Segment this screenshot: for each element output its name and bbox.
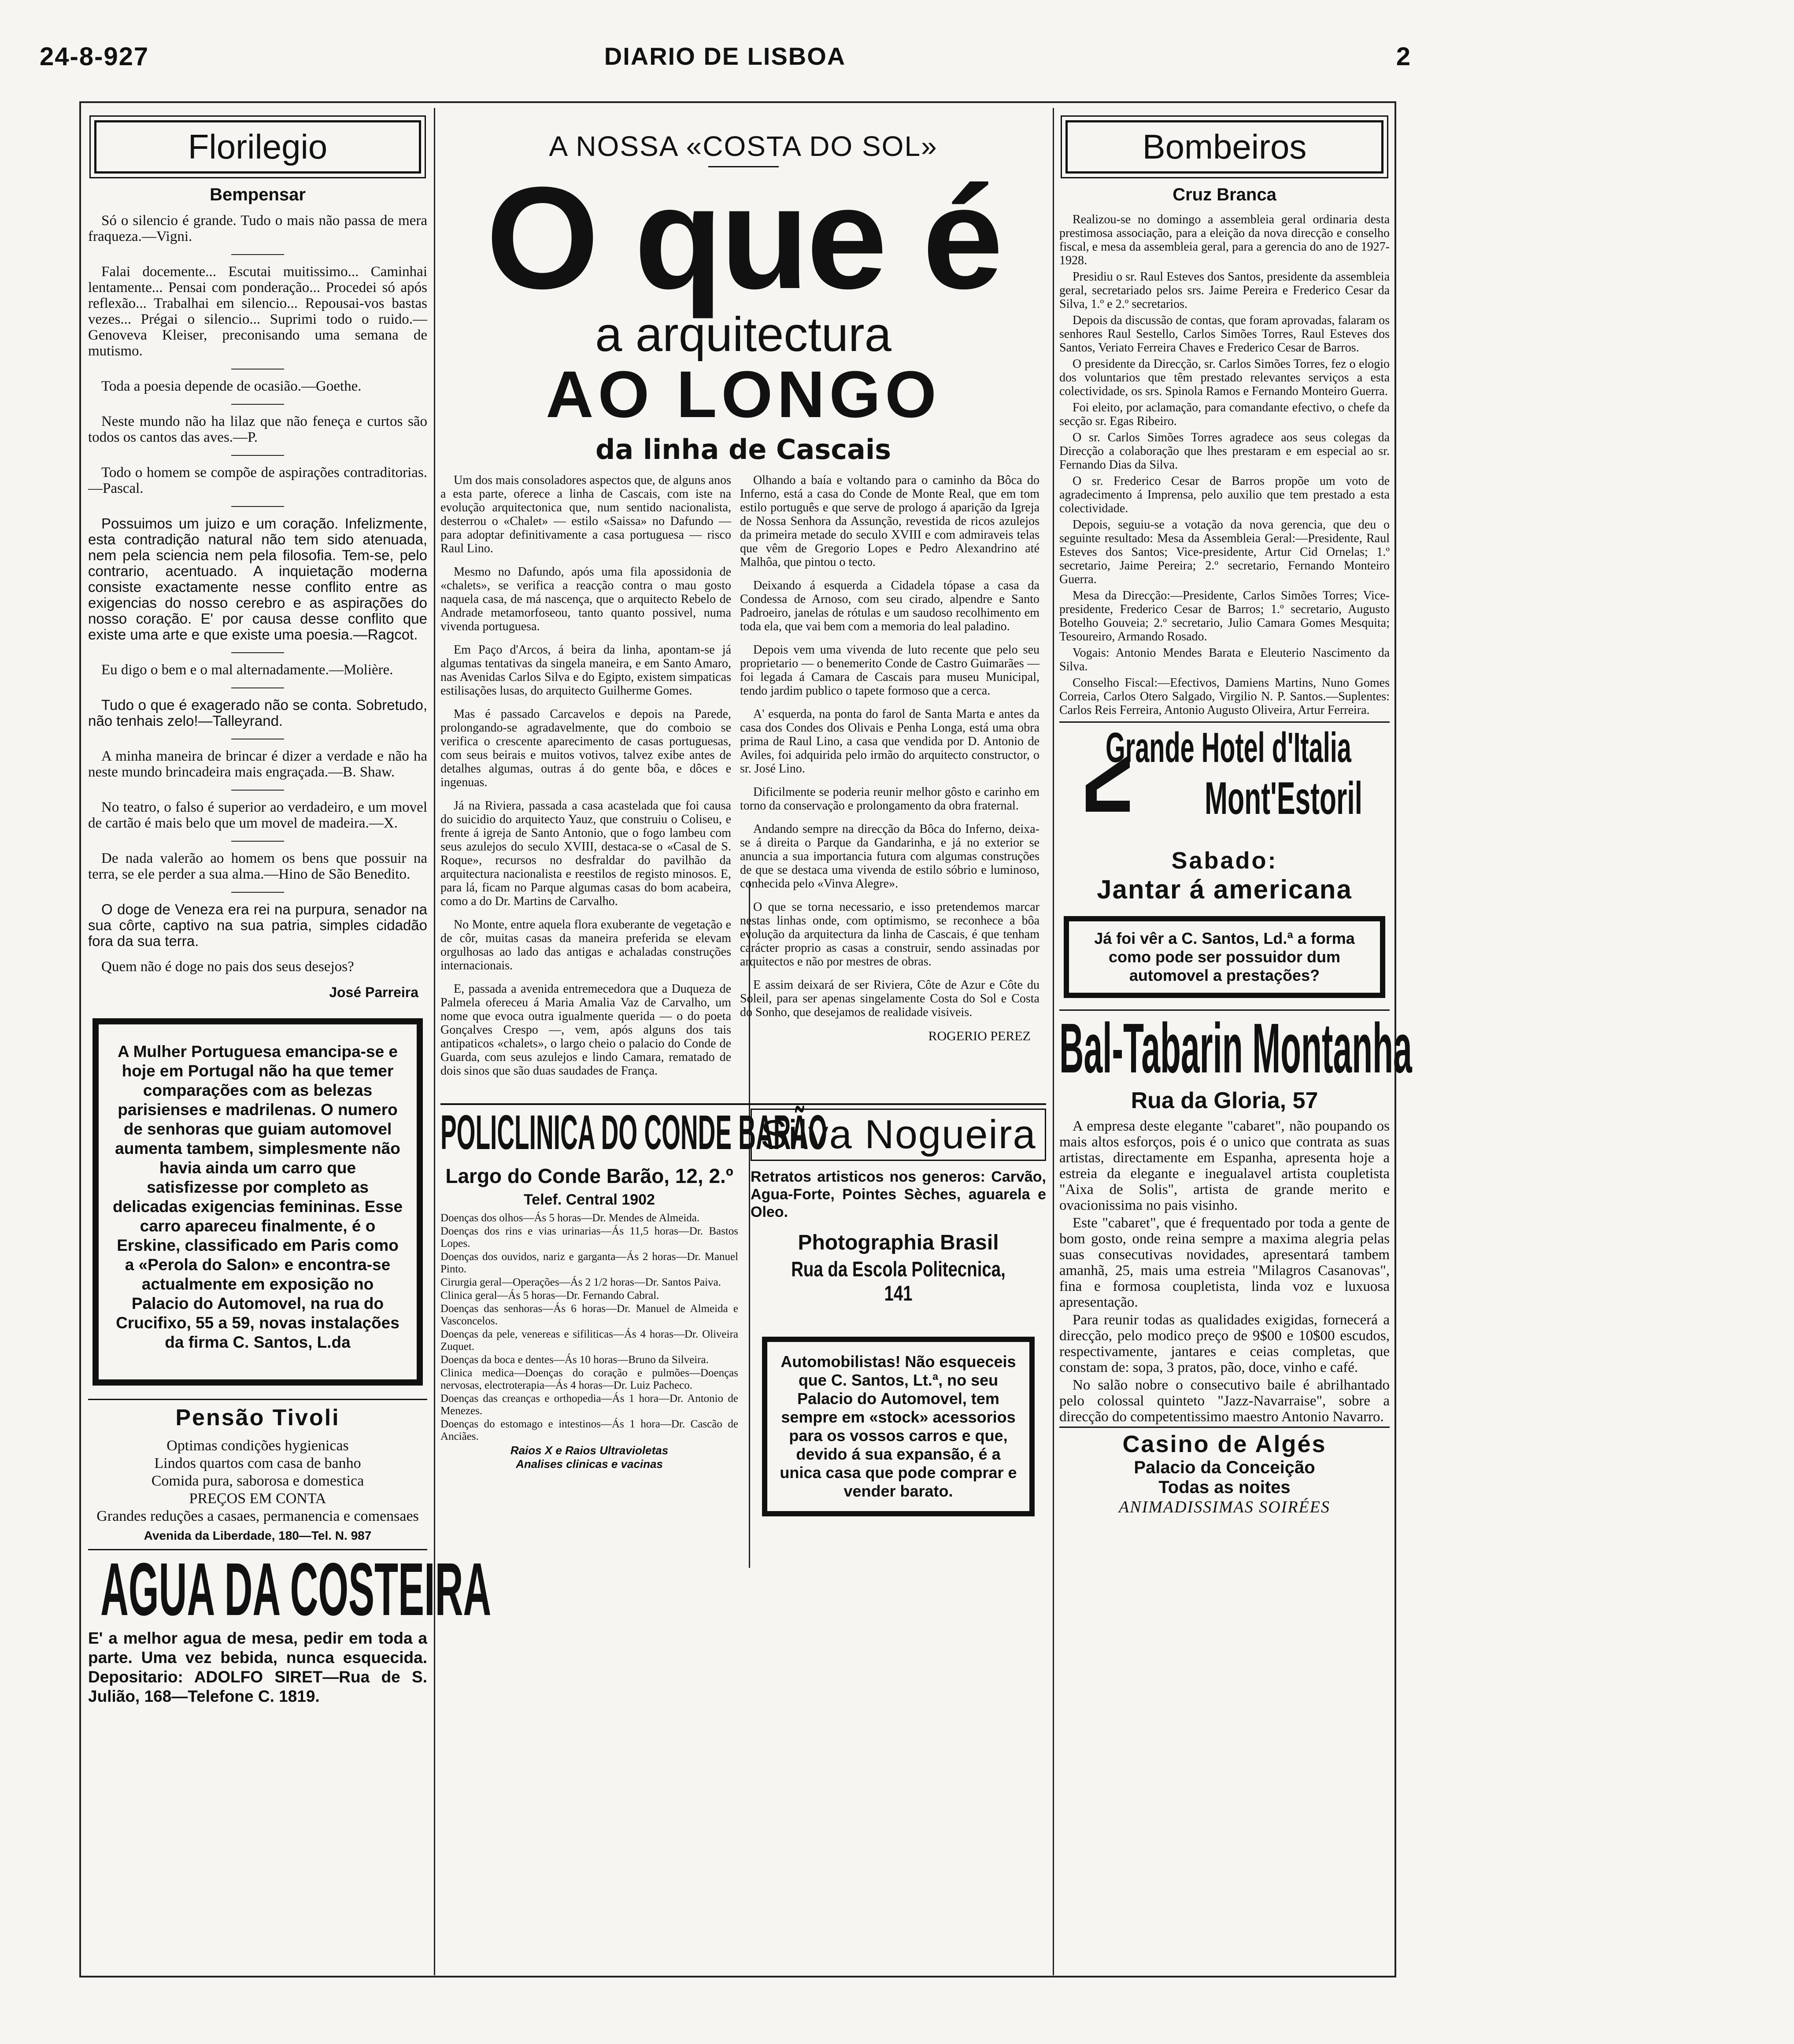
separator bbox=[231, 506, 284, 507]
hotel-ad bbox=[1059, 724, 1390, 860]
separator bbox=[231, 455, 284, 456]
erskine-ad-text: A Mulher Portuguesa emancipa-se e hoje em Portugal não ha que temer comparações com as belezas parisienses e madrilenas. O numero de senhoras que guiam automovel aumenta tambem, simplesmente não havia ainda um carro que satisfizesse por completo as delicadas exigencias femininas. Esse carro apareceu finalmente, é o Erskine, classificado em Paris como a «Perola do Salon» e encontra-se actualmente em exposição no Palacio do Automovel, na rua do Crucifixo, 55 a 59, novas instalações da firma C. Santos, L.da bbox=[112, 1042, 403, 1351]
quote: Todo o homem se compõe de aspirações contraditorias.—Pascal. bbox=[88, 465, 427, 496]
article-line4: da linha de Cascais bbox=[595, 433, 891, 466]
article-headline: O que é bbox=[486, 156, 1001, 319]
column-rule bbox=[434, 108, 435, 1975]
pensao-title: Pensão Tivoli bbox=[175, 1405, 340, 1430]
pensao-line: PREÇOS EM CONTA bbox=[189, 1490, 326, 1507]
casino-ad bbox=[1059, 1430, 1390, 1517]
bombeiros-para: O presidente da Direcção, sr. Carlos Simões Torres, fez o elogio dos voluntarios que têm prestado relevantes serviços a esta colectividade, os srs. Spinola Ramos e Fernando Monteiro Guerra. bbox=[1059, 357, 1390, 398]
bombeiros-para: Depois, seguiu-se a votação da nova gerencia, que deu o seguinte resultado: Mesa da Assembleia Geral:—Presidente, Raul Esteves dos Santos; Vice-presidente, Artur Cid Ornelas; 1.º secretario, Jaime Pereira; 2.º secretario, Fernando Monteiro Guerra. bbox=[1059, 518, 1390, 586]
bombeiros-para: Conselho Fiscal:—Efectivos, Damiens Martins, Nuno Gomes Correia, Carlos Otero Salgado, Virgilio N. P. Santos.—Suplentes: Carlos Reis Ferreira, Antonio Augusto Oliveira, Artur Ferreira. bbox=[1059, 676, 1390, 717]
quote: Toda a poesia depende de ocasião.—Goethe. bbox=[101, 378, 362, 394]
bombeiros-para: O sr. Frederico Cesar de Barros propõe um voto de agradecimento á Imprensa, pelo auxilio que tem prestado a esta colectividade. bbox=[1059, 474, 1390, 515]
policlinica-item: Raios X e Raios Ultravioletas bbox=[510, 1444, 669, 1457]
quote: A minha maneira de brincar é dizer a verdade e não ha neste mundo brincadeira mais engraçada.—B. Shaw. bbox=[88, 748, 427, 780]
article-para: A' esquerda, na ponta do farol de Santa Marta e antes da casa dos Condes dos Olivais e Penha Longa, está uma obra prima de Raul Lino, a casa que vendida por D. Antonio de Aviles, foi adquirida pelo irmão do arquitecto constructor, o sr. José Lino. bbox=[740, 707, 1039, 776]
policlinica-item: Doenças dos rins e vias urinarias—Ás 11,5 horas—Dr. Bastos Lopes. bbox=[440, 1225, 738, 1249]
newspaper-title: DIARIO DE LISBOA bbox=[604, 42, 846, 70]
article-para: No Monte, entre aquela flora exuberante de vegetação e de côr, muitas casas da maneira preferida se elevam orgulhosas ao lado das antigas e achaladas construções internacionais. bbox=[440, 918, 731, 972]
montanha-address: Rua da Gloria, 57 bbox=[1131, 1088, 1318, 1113]
quote: De nada valerão ao homem os bens que possuir na terra, se ele perder a sua alma.—Hino de São Benedito. bbox=[88, 850, 427, 882]
hotel-sub1: Sabado: bbox=[1171, 847, 1278, 874]
erskine-ad bbox=[92, 1018, 423, 1386]
policlinica-item: Doenças dos olhos—Ás 5 horas—Dr. Mendes de Almeida. bbox=[440, 1212, 700, 1224]
silva-address: Rua da Escola Politecnica, 141 bbox=[791, 1258, 1006, 1305]
policlinica-phone: Telef. Central 1902 bbox=[524, 1191, 655, 1208]
column-rule bbox=[1053, 108, 1054, 1975]
quote: Eu digo o bem e o mal alternadamente.—Molière. bbox=[101, 662, 393, 678]
page-number: 2 bbox=[1396, 42, 1410, 71]
policlinica-item: Doenças da pele, venereas e sifiliticas—Ás 4 horas—Dr. Oliveira Zuquet. bbox=[440, 1328, 738, 1353]
costeira-title: AGUA DA COSTEIRA bbox=[100, 1548, 492, 1631]
quote: Tudo o que é exagerado não se conta. Sobretudo, não tenhais zelo!—Talleyrand. bbox=[88, 697, 427, 729]
bombeiros-para: Foi eleito, por aclamação, para comandante efectivo, o chefe da secção sr. Egas Ribeiro. bbox=[1059, 401, 1390, 428]
quote: Só o silencio é grande. Tudo o mais não passa de mera fraqueza.—Vigni. bbox=[88, 213, 427, 244]
silva-ad bbox=[744, 1105, 1046, 1545]
lower-ads bbox=[440, 1105, 1046, 1545]
silva-text: Retratos artisticos nos generos: Carvão, Agua-Forte, Pointes Sèches, aguarela e Oleo. bbox=[751, 1168, 1046, 1220]
separator bbox=[231, 687, 284, 688]
quote: Quem não é doge no pais dos seus desejos? bbox=[101, 959, 354, 975]
bombeiros-para: Realizou-se no domingo a assembleia geral ordinaria desta prestimosa associação, para a eleição da nova direcção e conselho fiscal, e mesa da assembleia geral, para a gerencia do ano de 1927-1928. bbox=[1059, 213, 1390, 267]
left-column bbox=[88, 112, 492, 1716]
pensao-line: Optimas condições hygienicas bbox=[166, 1438, 349, 1454]
separator bbox=[231, 790, 284, 791]
quote: Falai docemente... Escutai muitissimo... Caminhai lentamente... Pensai com ponderação... Procedei só após reflexão... Trabalhai em silencio... Repousai-vos bastas vezes... Prégai o silencio... Suprimi todo o ruido.—Genoveva Kleiser, preconisando uma semana de mutismo. bbox=[88, 264, 427, 359]
quote: O doge de Veneza era rei na purpura, senador na sua côrte, captivo na sua patria, simples cidadão fora da sua terra. bbox=[88, 901, 427, 949]
bombeiros-para: Mesa da Direcção:—Presidente, Carlos Simões Torres; Vice-presidente, Frederico Cesar de Barros; 1.º secretario, Augusto Botelho Gouveia; 2.º secretario, Julio Camara Gomes Mesquita; Tesoureiro, Armando Rosado. bbox=[1059, 589, 1390, 643]
montanha-title: Bal-Tabarin Montanha bbox=[1059, 1009, 1412, 1087]
montanha-para: A empresa deste elegante "cabaret", não poupando os mais altos esforços, pois é o unico que contrata as suas artistas, directamente em Espanha, apresenta hoje a estreia da elegante e inegualavel artista coupletista "Aixa de Solis", artista de grande merito e ovacionissima no pais visinho. bbox=[1059, 1118, 1390, 1213]
article-author: ROGERIO PEREZ bbox=[928, 1029, 1031, 1043]
bombeiros-para: Vogais: Antonio Mendes Barata e Eleuterio Nascimento da Silva. bbox=[1059, 646, 1390, 673]
article-para: Deixando á esquerda a Cidadela tópase a casa da Condessa de Arnoso, com seu cirado, alpendre e Santo Padroeiro, janelas de rótulas e um saudoso recolhimento em toda ela, que vai bem com a memoria do leal paladino. bbox=[740, 579, 1039, 633]
article-para: Olhando a baía e voltando para o caminho da Bôca do Inferno, está a casa do Conde de Monte Real, que em tom estilo português e que serve de prologo á aparição da Igreja de Nossa Senhora da Assunção, revestida de ricos azulejos da primeira metade do seculo XVIII e com admiraveis telas que vêm de Gregorio Lopes e Pedro Alexandrino até Malhôa, que pintou o tecto. bbox=[740, 473, 1039, 569]
policlinica-item: Doenças dos ouvidos, nariz e garganta—Ás 2 horas—Dr. Manuel Pinto. bbox=[440, 1251, 738, 1275]
casino-title: Casino de Algés bbox=[1122, 1431, 1327, 1457]
hotel-line2: Mont'Estoril bbox=[1205, 773, 1363, 824]
policlinica-item: Cirurgia geral—Operações—Ás 2 1/2 horas—Dr. Santos Paiva. bbox=[440, 1276, 721, 1288]
montanha-para: Para reunir todas as qualidades exigidas, fornecerá a direcção, pelo modico preço de 9$00 e 10$00 escudos, respectivamente, jantares e ceias completas, que constam de: sopa, 3 pratos, pão, doce, vinho e café. bbox=[1059, 1312, 1390, 1375]
right-column bbox=[1059, 112, 1412, 1517]
article-para: Já na Riviera, passada a casa acastelada que foi causa do suicidio do arquitecto Yauz, que construiu o Coliseu, e frente á igreja de Santo Antonio, que o fogo lambeu com seus azulejos do seculo XVIII, destaca-se o «Casal de S. Roque», recursos no desfraldar do pavilhão da arquitectura nacionalista e reestilos de registo minosos. E, para lá, ficam no Parque algumas casas do bom acabeira, como a do Dr. Martins de Carvalho. bbox=[440, 799, 731, 908]
article-para: Mas é passado Carcavelos e depois na Parede, prolongando-se agradavelmente, que do comboio se verifica o crescente aparecimento de casas portuguesas, com seus beirais e muitos votivos, talvez exibe antes de detalhes algumas, outras á do gente bôa, e dôces e ingenuas. bbox=[440, 707, 731, 789]
article-para: Em Paço d'Arcos, á beira da linha, apontam-se já algumas tentativas da singela maneira, e em Santo Amaro, nas Avenidas Carlos Silva e do Egipto, existem simpaticas estilisações lusas, do arquitecto Guilherme Gomes. bbox=[440, 643, 731, 698]
policlinica-item: Doenças das creanças e orthopedia—Ás 1 hora—Dr. Antonio de Menezes. bbox=[440, 1393, 738, 1417]
article-col1 bbox=[440, 473, 731, 1099]
florilegio-header: Florilegio bbox=[94, 120, 421, 174]
casino-line2: Palacio da Conceição bbox=[1134, 1458, 1315, 1477]
policlinica-item: Doenças das senhoras—Ás 6 horas—Dr. Manuel de Almeida e Vasconcelos. bbox=[440, 1303, 738, 1327]
article-para: E assim deixará de ser Riviera, Côte de Azur e Côte du Soleil, para ser apenas singelamente Costa do Sol e Costa do Sonho, que desejamos de realidade visiveis. bbox=[740, 978, 1039, 1019]
quote: No teatro, o falso é superior ao verdadeiro, e um movel de cartão é mais belo que um movel de madeira.—X. bbox=[88, 799, 427, 831]
policlinica-item: Doenças do estomago e intestinos—Ás 1 hora—Dr. Cascão de Anciães. bbox=[440, 1418, 738, 1442]
article-para: Mesmo no Dafundo, após uma fila apossidonia de «chalets», se verifica a reacção contra o mau gosto naquela casa, de má nascença, que o arquitecto Rebelo de Andrade metamorfoseou, tanto quanto possivel, numa vivenda portuguesa. bbox=[440, 565, 731, 633]
cs-ad bbox=[1064, 916, 1385, 998]
article-para: O que se torna necessario, e isso pretendemos marcar nestas linhas onde, com optimismo, se reconhece a bôa evolução da arquitectura da linha de Cascais, é que tenham carácter proprio as casas a construir, sendo assinadas por arquitectos e não por mestres de obras. bbox=[740, 900, 1039, 968]
auto-ad-text: Automobilistas! Não esqueceis que C. Santos, Lt.ª, no seu Palacio do Automovel, tem sempre em «stock» acessorios para os vossos carros e que, devido á sua expansão, é a unica casa que pode comprar e vender barato. bbox=[780, 1353, 1017, 1500]
bombeiros-para: Presidiu o sr. Raul Esteves dos Santos, presidente da assembleia geral, secretariado pelos srs. Jaime Pereira e Frederico Cesar da Silva, 1.º e 2.º secretarios. bbox=[1059, 270, 1390, 311]
casino-line3: Todas as noites bbox=[1158, 1478, 1291, 1497]
masthead bbox=[40, 42, 1410, 81]
quote: Possuimos um juizo e um coração. Infelizmente, esta contradição natural não tem sido atenuada, nem pela sciencia nem pela filosofia. Tem-se, pelo contrario, acentuado. A inquietação moderna consiste exactamente nesse conflito entre as exigencias do nosso cerebro e as aspirações do nosso coração. E' por causa desse conflito que existe uma arte e que existe uma poesia.—Ragcot. bbox=[88, 515, 427, 643]
article-para: Dificilmente se poderia reunir melhor gôsto e carinho em torno da conservação e prolongamento da obra fraternal. bbox=[740, 785, 1039, 813]
separator bbox=[231, 254, 284, 255]
bombeiros-subhead: Cruz Branca bbox=[1173, 185, 1276, 204]
silva-title: Silva Nogueira bbox=[751, 1109, 1046, 1161]
article-para: Depois vem uma vivenda de luto recente que pelo seu proprietario — o benemerito Conde de Castro Guimarães — foi legada á Camara de Cascais para museu Municipal, tendo jardim publico o tapete formoso que a cerca. bbox=[740, 643, 1039, 698]
montanha-para: No salão nobre o consecutivo baile é abrilhantado pelo colossal quinteto "Jazz-Navarraise", sobre a direcção do competentissimo maestro Antonio Navarro. bbox=[1059, 1377, 1390, 1425]
article-para: E, passada a avenida entremecedora que a Duqueza de Palmela ofereceu á Maria Amalia Vaz de Carvalho, um nome que evoca outra igualmente querida — o do poeta Gonçalves Crespo —, vem, após alguns dos tais antipaticos «chalets», o largo cheio o palacio do Conde de Guarda, com seus azulejos e lindo Camara, rematado de dois sinos que são duas saudades de França. bbox=[440, 982, 731, 1078]
pensao-line: Comida pura, saborosa e domestica bbox=[151, 1473, 364, 1489]
article-kicker: A NOSSA «COSTA DO SOL» bbox=[549, 130, 938, 162]
policlinica-item: Clinica medica—Doenças do coração e pulmões—Doenças nervosas, electroterapia—Ás 4 horas—Dr. Luiz Pacheco. bbox=[440, 1367, 738, 1391]
pensao-ad bbox=[88, 1405, 427, 1543]
center-column bbox=[440, 112, 1046, 1545]
quote: Neste mundo não ha lilaz que não feneça e curtos são todos os cantos das aves.—P. bbox=[88, 414, 427, 445]
bombeiros-para: O sr. Carlos Simões Torres agradece aos seus colegas da Direcção a colaboração que lhes prestaram e em especial ao sr. Fernando Dias da Silva. bbox=[1059, 431, 1390, 472]
bombeiros-para: Depois da discussão de contas, que foram aprovadas, falaram os senhores Raul Sestello, Carlos Simões Torres, Raul Esteves dos Santos, Veriato Ferreira Chaves e Frederico Cesar de Barros. bbox=[1059, 314, 1390, 355]
auto-ad bbox=[762, 1337, 1035, 1516]
bombeiros-header: Bombeiros bbox=[1065, 120, 1383, 174]
issue-date: 24-8-927 bbox=[40, 42, 149, 71]
separator bbox=[231, 892, 284, 893]
policlinica-address: Largo do Conde Barão, 12, 2.º bbox=[445, 1164, 733, 1187]
pensao-line: Grandes reduções a casaes, permanencia e comensaes bbox=[96, 1508, 419, 1524]
hotel-line1: Grande Hotel d'Italia bbox=[1106, 724, 1351, 771]
florilegio-subhead: Bempensar bbox=[210, 185, 306, 204]
policlinica-list bbox=[440, 1212, 738, 1471]
article-line2: a arquitectura bbox=[595, 307, 891, 362]
montanha-para: Este "cabaret", que é frequentado por toda a gente de bom gosto, onde reina sempre a maxima alegria pelas suas consecutivas novidades, apresentará tambem amanhã, 25, mais uma estreia "Milagros Casanovas", fina e formosa coupletista, linda voz e luxuosa apresentação. bbox=[1059, 1215, 1390, 1310]
policlinica-item: Clinica geral—Ás 5 horas—Dr. Fernando Cabral. bbox=[440, 1290, 659, 1301]
separator bbox=[231, 369, 284, 370]
montanha-body bbox=[1059, 1118, 1390, 1425]
policlinica-item: Analises clinicas e vacinas bbox=[516, 1457, 663, 1471]
florilegio-author: José Parreira bbox=[329, 984, 418, 1000]
separator bbox=[231, 841, 284, 842]
separator bbox=[231, 652, 284, 653]
costeira-ad bbox=[88, 1548, 492, 1706]
separator bbox=[231, 404, 284, 405]
article-para: Andando sempre na direcção da Bôca do Inferno, deixa-se á direita o Parque da Gandarinha, e já no exterior se anuncia a sua importancia futura com algumas construções de que se destaca uma vivenda de estilo sóbrio e luminoso, conhecida pelo «Vinva Alegre». bbox=[740, 822, 1039, 891]
pensao-address: Avenida da Liberdade, 180—Tel. N. 987 bbox=[144, 1529, 372, 1542]
policlinica-ad bbox=[440, 1105, 827, 1545]
policlinica-item: Doenças da boca e dentes—Ás 10 horas—Bruno da Silveira. bbox=[440, 1354, 709, 1366]
article-body bbox=[440, 473, 1046, 1099]
florilegio-quotes bbox=[88, 213, 427, 975]
cs-ad-text: Já foi vêr a C. Santos, Ld.ª a forma como pode ser possuidor dum automovel a prestações? bbox=[1094, 929, 1355, 984]
silva-name: Photographia Brasil bbox=[798, 1231, 999, 1254]
casino-line4: ANIMADISSIMAS SOIRÉES bbox=[1119, 1498, 1330, 1516]
article-line3: AO LONGO bbox=[546, 357, 941, 431]
hotel-sub2: Jantar á americana bbox=[1097, 875, 1352, 904]
policlinica-title: POLICLINICA DO CONDE BARÃO bbox=[440, 1105, 827, 1160]
pensao-line: Lindos quartos com casa de banho bbox=[154, 1455, 361, 1471]
costeira-text: E' a melhor agua de mesa, pedir em toda a parte. Uma vez bebida, nunca esquecida. Depositario: ADOLFO SIRET—Rua de S. Julião, 168—Telefone C. 1819. bbox=[88, 1629, 427, 1705]
article-col2 bbox=[740, 473, 1039, 1099]
article-para: Um dos mais consoladores aspectos que, de alguns anos a esta parte, oferece a linha de Cascais, com iste na evolução arquitectonica que, num sentido nacionalista, desterrou o «Chalet» — estilo «Saissa» no Dafundo — para adoptar definitivamente a casa portuguesa — risco Raul Lino. bbox=[440, 473, 731, 555]
bombeiros-body bbox=[1059, 213, 1390, 717]
